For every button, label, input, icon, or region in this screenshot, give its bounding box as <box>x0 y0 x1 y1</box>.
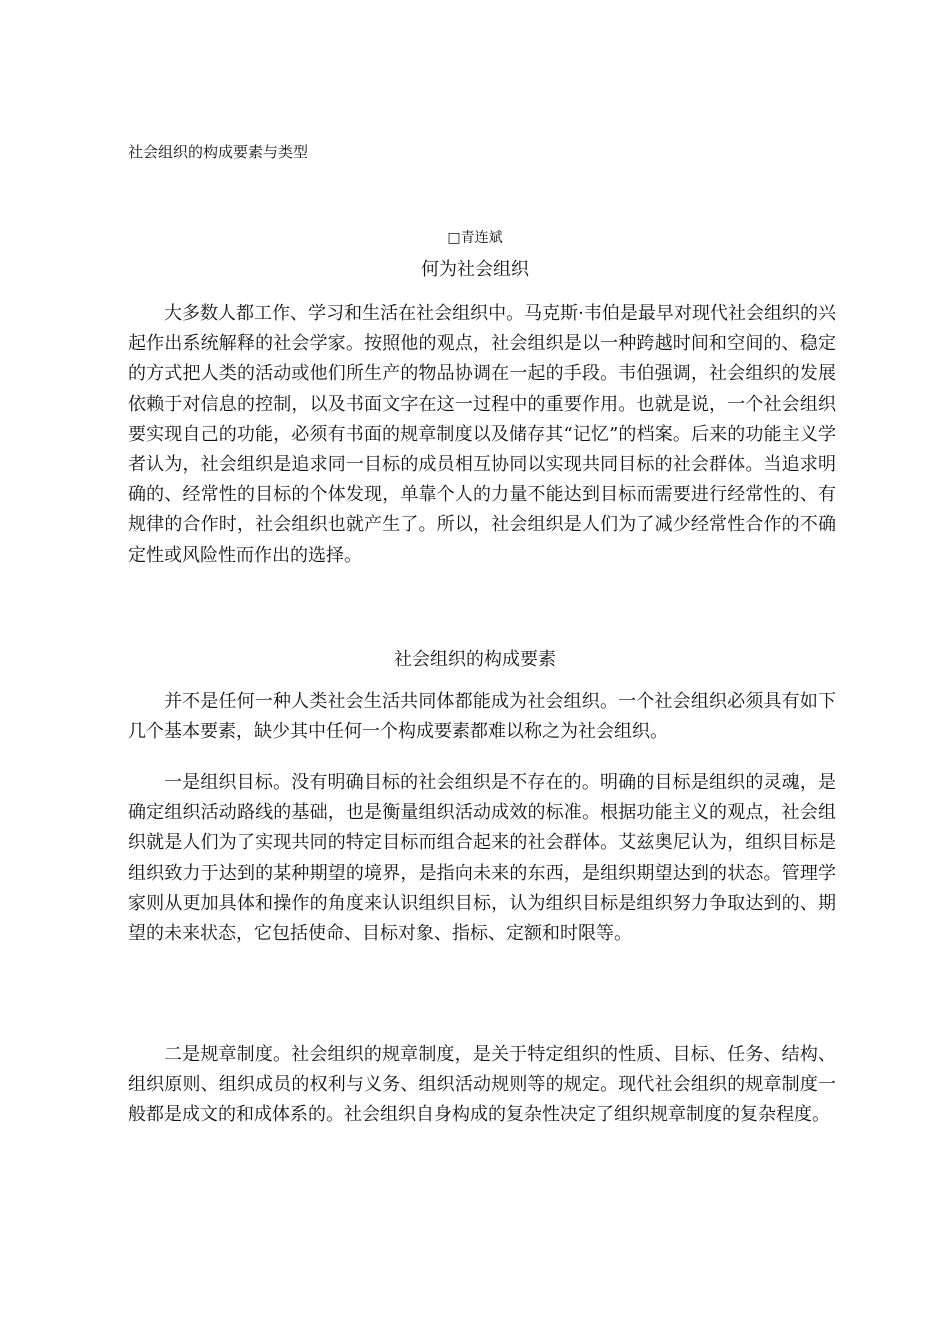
paragraph: 一是组织目标。没有明确目标的社会组织是不存在的。明确的目标是组织的灵魂，是确定组织活动路线的基础，也是衡量组织活动成效的标准。根据功能主义的观点，社会组织就是人们为了实现共同的特定目标而组合起来的社会群体。艾兹奥尼认为，组织目标是组织致力于达到的某种期望的境界，是指向未来的东西，是组织期望达到的状态。管理学家则从更加具体和操作的角度来认识组织目标，认为组织目标是组织努力争取达到的、期望的未来状态，它包括使命、目标对象、指标、定额和时限等。 <box>128 772 836 945</box>
author-byline: □青连斌 <box>447 230 503 246</box>
paragraph: 大多数人都工作、学习和生活在社会组织中。马克斯·韦伯是最早对现代社会组织的兴起作出系统解释的社会学家。按照他的观点，社会组织是以一种跨越时间和空间的、稳定的方式把人类的活动或他们所生产的物品协调在一起的手段。韦伯强调，社会组织的发展依赖于对信息的控制，以及书面文字在这一过程中的重要作用。也就是说，一个社会组织要实现自己的功能，必须有书面的规章制度以及储存其“记忆”的档案。后来的功能主义学者认为，社会组织是追求同一目标的成员相互协同以实现共同目标的社会群体。当追求明确的、经常性的目标的个体发现，单靠个人的力量不能达到目标而需要进行经常性的、有规律的合作时，社会组织也就产生了。所以，社会组织是人们为了减少经常性合作的不确定性或风险性而作出的选择。 <box>128 303 836 566</box>
paragraph: 并不是任何一种人类社会生活共同体都能成为社会组织。一个社会组织必须具有如下几个基本要素，缺少其中任何一个构成要素都难以称之为社会组织。 <box>128 691 836 743</box>
section-heading-what-is-social-organization: 何为社会组织 <box>421 259 529 280</box>
document-title: 社会组织的构成要素与类型 <box>128 143 309 161</box>
paragraph: 二是规章制度。社会组织的规章制度，是关于特定组织的性质、目标、任务、结构、组织原则、组织成员的权利与义务、组织活动规则等的规定。现代社会组织的规章制度一般都是成文的和成体系的。社会组织自身构成的复杂性决定了组织规章制度的复杂程度。 <box>128 1044 836 1126</box>
section-heading-constituent-elements: 社会组织的构成要素 <box>394 649 556 670</box>
